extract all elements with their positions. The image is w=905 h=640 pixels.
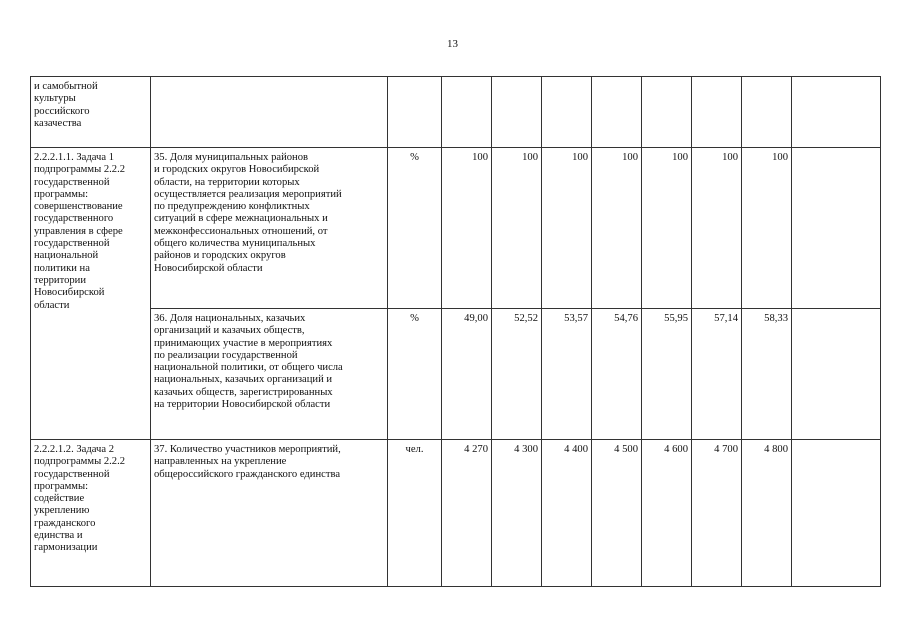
table-row — [31, 309, 881, 440]
value-cell — [642, 77, 692, 148]
indicator-cell: 35. Доля муниципальных районов и городских округов Новосибирской области, на территории которых осуществляется реализация мероприятий по предупреждению конфликтных ситуаций в сфере межнациональных и межконфессиональных отношений, от общего количества муниципальных районов и городских округов Новосибирской области — [151, 148, 388, 309]
value-cell: 57,14 — [692, 309, 742, 440]
value-cell — [542, 77, 592, 148]
indicator-cell: 36. Доля национальных, казачьих организаций и казачьих обществ, принимающих участие в мероприятиях по реализации государственной национальной политики, от общего числа национальных, казачьих организаций и казачьих обществ, зарегистрированных на территории Новосибирской области — [151, 309, 388, 440]
value-cell: 100 — [442, 148, 492, 309]
unit-cell: % — [388, 148, 442, 309]
indicator-cell — [151, 77, 388, 148]
note-cell — [792, 309, 881, 440]
task-cell: и самобытной культуры российского казачества — [31, 77, 151, 148]
value-cell — [692, 77, 742, 148]
table-row — [31, 77, 881, 148]
indicators-table — [30, 76, 881, 587]
value-cell: 55,95 — [642, 309, 692, 440]
value-cell: 54,76 — [592, 309, 642, 440]
value-cell: 4 300 — [492, 440, 542, 587]
unit-cell: чел. — [388, 440, 442, 587]
task-cell: 2.2.2.1.2. Задача 2 подпрограммы 2.2.2 государственной программы: содействие укреплению гражданского единства и гармонизации — [31, 440, 151, 587]
note-cell — [792, 440, 881, 587]
page-number: 13 — [447, 38, 458, 50]
value-cell: 52,52 — [492, 309, 542, 440]
value-cell — [492, 77, 542, 148]
note-cell — [792, 77, 881, 148]
value-cell: 4 600 — [642, 440, 692, 587]
value-cell — [592, 77, 642, 148]
value-cell: 4 500 — [592, 440, 642, 587]
value-cell — [442, 77, 492, 148]
table-row — [31, 440, 881, 587]
value-cell: 100 — [742, 148, 792, 309]
unit-cell: % — [388, 309, 442, 440]
value-cell: 100 — [642, 148, 692, 309]
value-cell: 100 — [692, 148, 742, 309]
indicator-cell: 37. Количество участников мероприятий, направленных на укрепление общероссийского гражданского единства — [151, 440, 388, 587]
note-cell — [792, 148, 881, 309]
value-cell: 58,33 — [742, 309, 792, 440]
value-cell: 4 700 — [692, 440, 742, 587]
unit-cell — [388, 77, 442, 148]
value-cell: 100 — [492, 148, 542, 309]
value-cell: 100 — [592, 148, 642, 309]
value-cell: 53,57 — [542, 309, 592, 440]
value-cell: 4 800 — [742, 440, 792, 587]
value-cell: 49,00 — [442, 309, 492, 440]
value-cell: 4 270 — [442, 440, 492, 587]
value-cell — [742, 77, 792, 148]
value-cell: 4 400 — [542, 440, 592, 587]
table-row — [31, 148, 881, 309]
task-cell: 2.2.2.1.1. Задача 1 подпрограммы 2.2.2 государственной программы: совершенствование государственного управления в сфере государственной национальной политики на территории Новосибирской области — [31, 148, 151, 440]
value-cell: 100 — [542, 148, 592, 309]
